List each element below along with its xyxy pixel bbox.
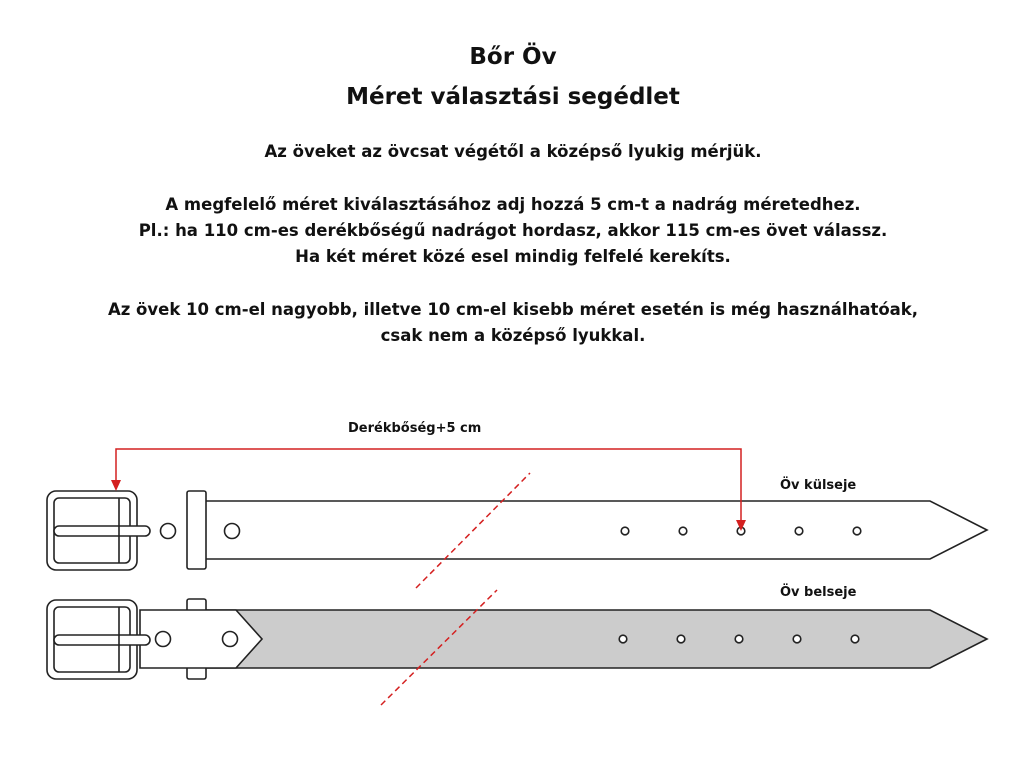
belt-inner-hole-2 bbox=[677, 635, 685, 643]
instruction-add: A megfelelő méret kiválasztásához adj hozzá 5 cm-t a nadrág méretedhez. bbox=[165, 195, 861, 214]
instruction-measure: Az öveket az övcsat végétől a középső lyukig mérjük. bbox=[264, 142, 762, 161]
belt-inner-hole-5 bbox=[851, 635, 859, 643]
belt-inner-hole-3 bbox=[735, 635, 743, 643]
belt-outer-hole-1 bbox=[621, 527, 629, 535]
belt-outer-hole-5 bbox=[853, 527, 861, 535]
belt-inner-strap-hole bbox=[223, 632, 238, 647]
instruction-not-middle-hole: csak nem a középső lyukkal. bbox=[380, 326, 646, 345]
page-title: Bőr Öv bbox=[469, 44, 557, 70]
measure-arrowhead-left bbox=[111, 480, 121, 491]
instruction-round-up: Ha két méret közé esel mindig felfelé kerekíts. bbox=[295, 247, 731, 266]
belt-outer bbox=[47, 491, 987, 570]
belt-outer-buckle-hole bbox=[161, 524, 176, 539]
belt-inner-buckle-prong bbox=[54, 635, 150, 645]
belt-inner-strap bbox=[205, 610, 987, 668]
belt-outer-strap bbox=[205, 501, 987, 559]
belt-inner-hole-4 bbox=[793, 635, 801, 643]
belt-outer-strap-hole bbox=[225, 524, 240, 539]
belt-outer-hole-2 bbox=[679, 527, 687, 535]
belt-outer-hole-4 bbox=[795, 527, 803, 535]
inner-side-label: Öv belseje bbox=[780, 585, 857, 600]
belt-inner-buckle-hole bbox=[156, 632, 171, 647]
instruction-example: Pl.: ha 110 cm-es derékbőségű nadrágot hordasz, akkor 115 cm-es övet válassz. bbox=[138, 221, 888, 240]
measure-label: Derékbőség+5 cm bbox=[348, 421, 482, 436]
belt-inner bbox=[47, 599, 987, 679]
belt-outer-loop bbox=[187, 491, 206, 569]
belt-inner-hole-1 bbox=[619, 635, 627, 643]
instruction-usable-range: Az övek 10 cm-el nagyobb, illetve 10 cm-el kisebb méret esetén is még használhatóak, bbox=[107, 300, 919, 319]
belt-outer-buckle-prong bbox=[54, 526, 150, 536]
outer-side-label: Öv külseje bbox=[780, 478, 857, 493]
page-subtitle: Méret választási segédlet bbox=[346, 84, 680, 110]
